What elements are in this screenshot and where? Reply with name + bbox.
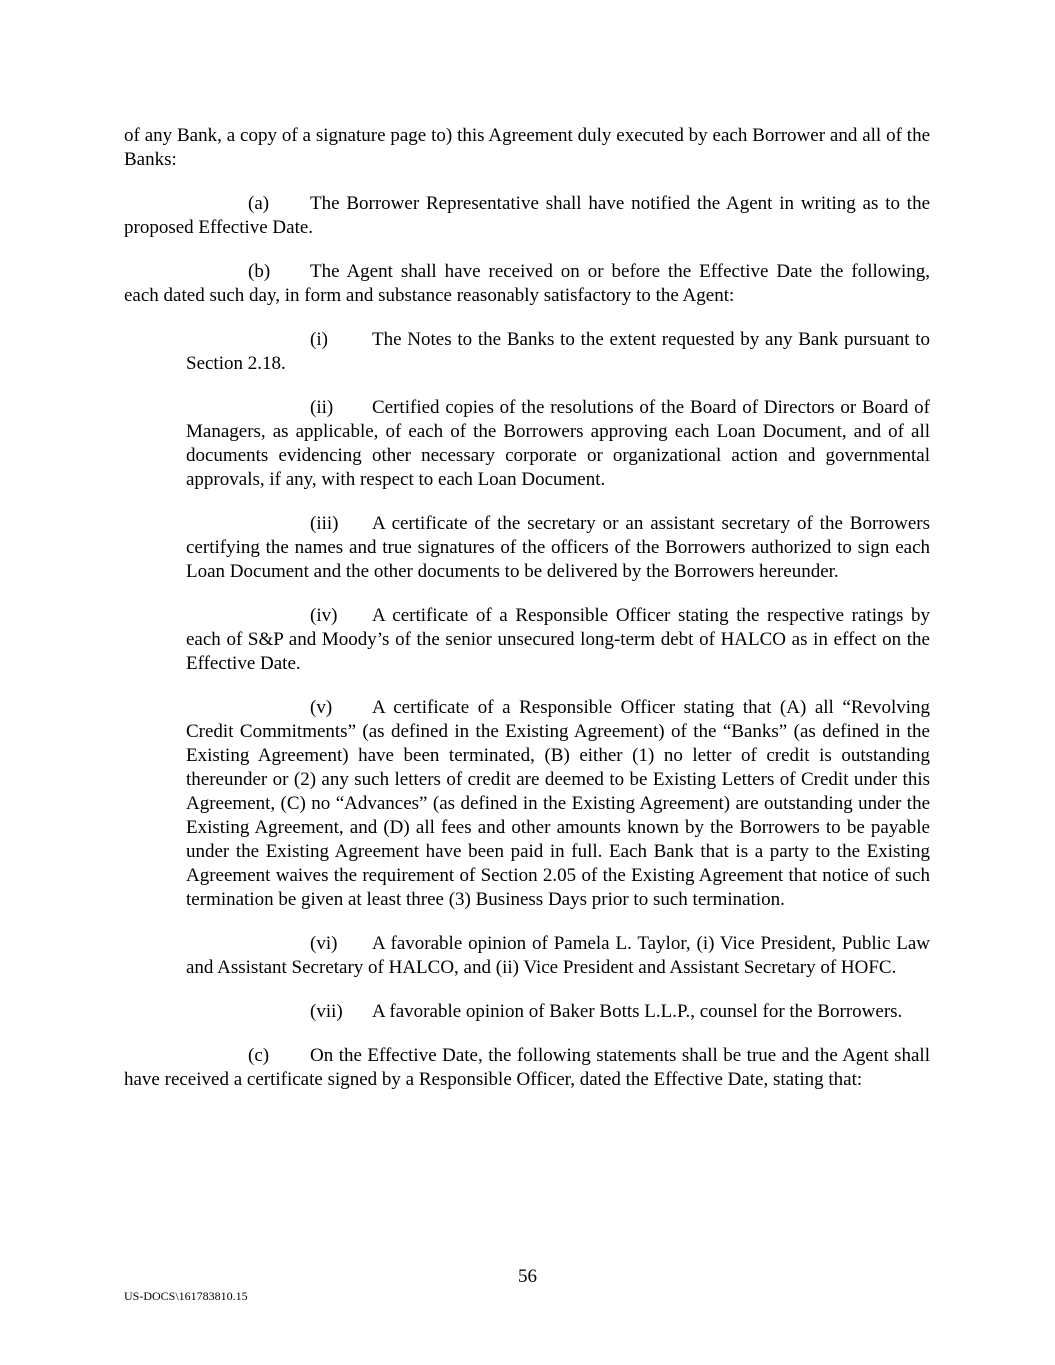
section-b-text: The Agent shall have received on or before the Effective Date the following, each dated such day, in form and substance reasonably satisfactory to the Agent: xyxy=(124,261,930,306)
intro-paragraph: of any Bank, a copy of a signature page to) this Agreement duly executed by each Borrower and all of the Banks: xyxy=(124,125,930,170)
item-v-label: (v) xyxy=(310,697,333,718)
item-iii-label: (iii) xyxy=(310,513,339,534)
item-iii-text: A certificate of the secretary or an assistant secretary of the Borrowers certifying the names and true signatures of the officers of the Borrowers authorized to sign each Loan Document and the other documents to be delivered by the Borrowers hereunder. xyxy=(186,513,930,582)
section-b-label: (b) xyxy=(248,261,271,282)
document-body xyxy=(124,124,930,1112)
item-i-label: (i) xyxy=(310,329,328,350)
item-v xyxy=(186,696,930,912)
section-a-text: The Borrower Representative shall have notified the Agent in writing as to the proposed Effective Date. xyxy=(124,193,930,238)
section-c xyxy=(124,1044,930,1092)
item-iii xyxy=(186,512,930,584)
item-iv xyxy=(186,604,930,676)
section-b-items xyxy=(124,328,930,1024)
item-v-text: A certificate of a Responsible Officer stating that (A) all “Revolving Credit Commitments” (as defined in the Existing Agreement) of the “Banks” (as defined in the Existing Agreement) have been terminated, (B) either (1) no letter of credit is outstanding thereunder or (2) any such letters of credit are deemed to be Existing Letters of Credit under this Agreement, (C) no “Advances” (as defined in the Existing Agreement) are outstanding under the Existing Agreement, and (D) all fees and other amounts known by the Borrowers to be payable under the Existing Agreement have been paid in full. Each Bank that is a party to the Existing Agreement waives the requirement of Section 2.05 of the Existing Agreement that notice of such termination be given at least three (3) Business Days prior to such termination. xyxy=(186,697,930,910)
item-i xyxy=(186,328,930,376)
item-iv-text: A certificate of a Responsible Officer stating the respective ratings by each of S&P and Moody’s of the senior unsecured long-term debt of HALCO as in effect on the Effective Date. xyxy=(186,605,930,674)
item-vii-text: A favorable opinion of Baker Botts L.L.P., counsel for the Borrowers. xyxy=(372,1001,903,1022)
section-b xyxy=(124,260,930,308)
section-c-text: On the Effective Date, the following statements shall be true and the Agent shall have received a certificate signed by a Responsible Officer, dated the Effective Date, stating that: xyxy=(124,1045,930,1090)
page-number: 56 xyxy=(518,1266,537,1287)
item-vi-text: A favorable opinion of Pamela L. Taylor, (i) Vice President, Public Law and Assistant Secretary of HALCO, and (ii) Vice President and Assistant Secretary of HOFC. xyxy=(186,933,930,978)
section-a xyxy=(124,192,930,240)
document-id: US-DOCS\161783810.15 xyxy=(124,1289,248,1303)
item-i-text: The Notes to the Banks to the extent requested by any Bank pursuant to Section 2.18. xyxy=(186,329,930,374)
item-ii xyxy=(186,396,930,492)
item-vi-label: (vi) xyxy=(310,933,338,954)
item-ii-label: (ii) xyxy=(310,397,334,418)
section-a-label: (a) xyxy=(248,193,270,214)
item-vii xyxy=(186,1000,930,1024)
item-vii-label: (vii) xyxy=(310,1001,343,1022)
item-ii-text: Certified copies of the resolutions of the Board of Directors or Board of Managers, as applicable, of each of the Borrowers approving each Loan Document, and of all documents evidencing other necessary corporate or organizational action and governmental approvals, if any, with respect to each Loan Document. xyxy=(186,397,930,490)
item-iv-label: (iv) xyxy=(310,605,338,626)
section-c-label: (c) xyxy=(248,1045,270,1066)
item-vi xyxy=(186,932,930,980)
